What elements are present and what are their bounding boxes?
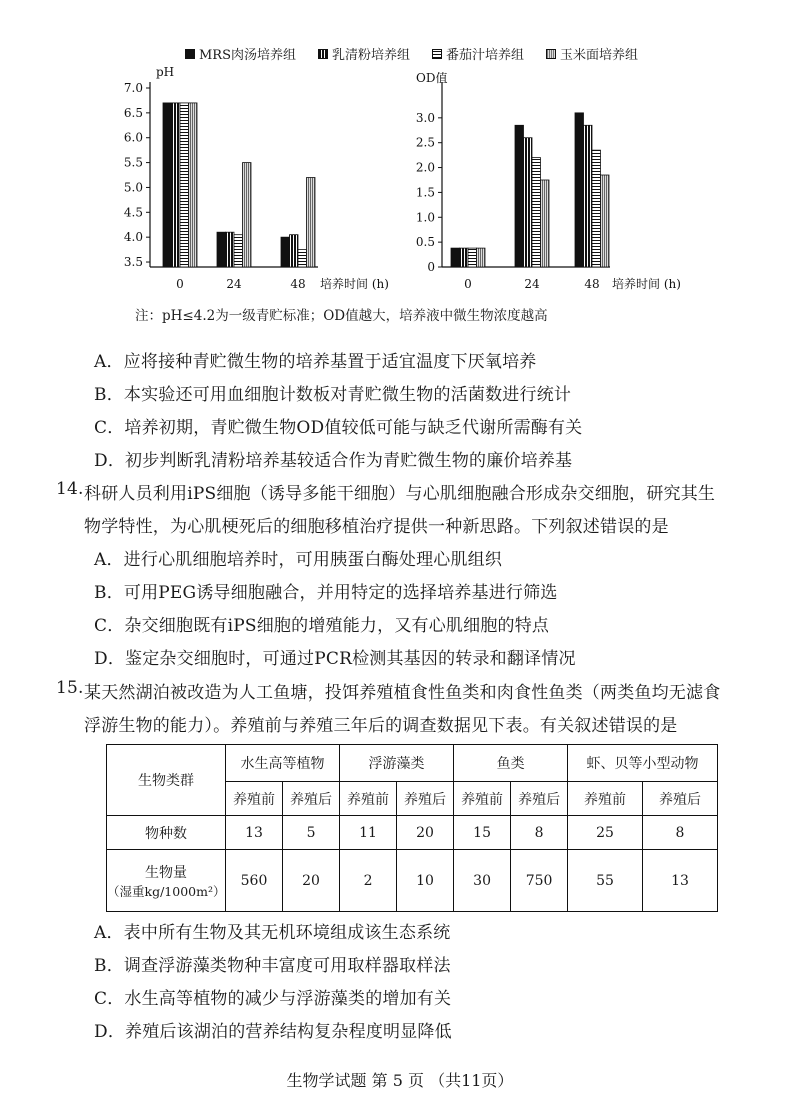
q14-number: 14. [56, 479, 84, 499]
table-row [107, 816, 718, 850]
q15-option-c: C．水生高等植物的减少与浮游藻类的增加有关 [94, 989, 452, 1009]
q15-stem-line2: 浮游生物的能力）。养殖前与养殖三年后的调查数据见下表。有关叙述错误的是 [84, 716, 678, 736]
table-cell: 8 [511, 816, 568, 850]
table-sub-header: 养殖前 [340, 782, 397, 816]
chart1-bar [298, 250, 307, 267]
chart1-bar [172, 103, 181, 267]
q15-option-d: D．养殖后该湖泊的营养结构复杂程度明显降低 [94, 1022, 452, 1042]
table-cell: 30 [454, 850, 511, 912]
chart2-x-tick-label: 24 [524, 277, 540, 291]
q15-option-a: A．表中所有生物及其无机环境组成该生态系统 [94, 923, 451, 943]
legend-label: 番茄汁培养组 [446, 48, 525, 63]
chart1-y-tick-label: 5.0 [123, 180, 143, 195]
chart2-bar [524, 138, 533, 267]
chart2-bar [460, 248, 469, 267]
chart2-bar [451, 248, 460, 267]
chart1-bar [243, 163, 252, 267]
table-cell: 20 [283, 850, 340, 912]
q13-option-b: B．本实验还可用血细胞计数板对青贮微生物的活菌数进行统计 [94, 385, 572, 405]
page-footer: 生物学试题 第 5 页 （共11页） [286, 1071, 514, 1090]
chart1-bar [189, 103, 198, 267]
q14-option-b: B．可用PEG诱导细胞融合，并用特定的选择培养基进行筛选 [94, 583, 558, 603]
chart1-x-tick-label: 48 [290, 277, 306, 291]
table-cell: 5 [283, 816, 340, 850]
chart2-y-tick-label: 0 [427, 260, 435, 274]
table-cell: 750 [511, 850, 568, 912]
table-sub-header: 养殖后 [283, 782, 340, 816]
chart2-bar [477, 248, 486, 267]
chart2-x-tick-label: 48 [584, 277, 600, 291]
chart2-y-tick-label: 0.5 [415, 235, 435, 250]
table-sub-header: 养殖后 [397, 782, 454, 816]
chart2-bar [592, 150, 601, 267]
survey-table [106, 744, 718, 912]
legend-swatch-grid [546, 49, 556, 59]
chart2-y-tick-label: 3.0 [415, 110, 435, 125]
legend-swatch-dense [318, 49, 328, 59]
table-cell: 20 [397, 816, 454, 850]
q15-option-b: B．调查浮游藻类物种丰富度可用取样器取样法 [94, 956, 451, 976]
chart1-y-label: pH [156, 65, 175, 79]
chart1-y-tick-label: 6.5 [123, 105, 143, 120]
chart2-y-tick-label: 1.0 [415, 210, 435, 225]
table-cell: 25 [568, 816, 643, 850]
table-group-header: 浮游藻类 [340, 745, 454, 782]
table-cell: 55 [568, 850, 643, 912]
q15-number: 15. [56, 678, 84, 698]
table-cell: 8 [643, 816, 718, 850]
table-group-header: 水生高等植物 [226, 745, 340, 782]
chart2-bar [468, 248, 477, 267]
q14-stem-line1: 科研人员利用iPS细胞（诱导多能干细胞）与心肌细胞融合形成杂交细胞，研究其生 [84, 484, 716, 504]
table-row-label-unit: （湿重kg/1000m²） [107, 883, 226, 899]
q14-option-d: D．鉴定杂交细胞时，可通过PCR检测其基因的转录和翻译情况 [94, 649, 576, 669]
chart1-bar [180, 103, 189, 267]
legend-label: MRS肉汤培养组 [199, 48, 297, 63]
chart1-x-tick-label: 24 [226, 277, 242, 291]
table-group-header: 鱼类 [454, 745, 568, 782]
chart2-x-tick-label: 0 [464, 277, 472, 291]
legend-swatch-hstripe [432, 49, 442, 59]
chart2-bar [532, 158, 541, 267]
chart1-y-tick-label: 7.0 [123, 81, 143, 95]
chart1-y-tick-label: 6.0 [123, 130, 143, 145]
chart1-y-tick-label: 4.5 [123, 205, 143, 220]
table-cell: 560 [226, 850, 283, 912]
q15-stem-line1: 某天然湖泊被改造为人工鱼塘，投饵养殖植食性鱼类和肉食性鱼类（两类鱼均无滤食 [84, 683, 721, 703]
chart2-bar [584, 125, 593, 267]
chart1-y-tick-label: 3.5 [123, 255, 143, 270]
chart2-y-tick-label: 2.0 [415, 160, 435, 175]
q14-option-c: C．杂交细胞既有iPS细胞的增殖能力，又有心肌细胞的特点 [94, 616, 550, 636]
legend-label: 玉米面培养组 [560, 48, 639, 63]
table-corner-header: 生物类群 [107, 745, 226, 816]
chart1-y-tick-label: 4.0 [123, 230, 143, 245]
chart1-bar [226, 232, 235, 267]
chart1-bar [307, 178, 316, 268]
table-sub-header: 养殖后 [511, 782, 568, 816]
chart1-bar [163, 103, 172, 267]
table-cell: 2 [340, 850, 397, 912]
table-sub-header: 养殖前 [226, 782, 283, 816]
chart2-bar [575, 113, 584, 267]
chart1-bar [281, 237, 290, 267]
chart2-y-label: OD值 [416, 71, 448, 85]
chart2-x-label: 培养时间 (h) [612, 277, 681, 291]
chart2-bar [601, 175, 610, 267]
chart1-y-tick-label: 5.5 [123, 155, 143, 170]
chart2-y-tick-label: 2.5 [415, 135, 435, 150]
q13-option-c: C．培养初期，青贮微生物OD值较低可能与缺乏代谢所需酶有关 [94, 418, 583, 438]
charts-area [0, 60, 800, 295]
chart-note: 注：pH≤4.2为一级青贮标准；OD值越大，培养液中微生物浓度越高 [135, 308, 548, 324]
chart2-bar [541, 180, 550, 267]
chart2-bar [515, 125, 524, 267]
table-sub-header: 养殖后 [643, 782, 718, 816]
table-row [107, 850, 718, 912]
chart1-x-tick-label: 0 [176, 277, 184, 291]
table-group-header: 虾、贝等小型动物 [568, 745, 718, 782]
chart2-y-tick-label: 1.5 [415, 185, 435, 200]
chart1-x-label: 培养时间 (h) [320, 277, 389, 291]
table-cell: 11 [340, 816, 397, 850]
legend-label: 乳清粉培养组 [332, 48, 411, 63]
q13-option-d: D．初步判断乳清粉培养基较适合作为青贮微生物的廉价培养基 [94, 451, 573, 471]
chart1-bar [234, 235, 243, 267]
table-sub-header: 养殖前 [454, 782, 511, 816]
table-row-label-main: 生物量 [145, 864, 187, 881]
table-cell: 13 [226, 816, 283, 850]
q14-option-a: A．进行心肌细胞培养时，可用胰蛋白酶处理心肌组织 [94, 550, 503, 570]
table-row-label: 物种数 [107, 816, 226, 850]
q14-stem-line2: 物学特性，为心肌梗死后的细胞移植治疗提供一种新思路。下列叙述错误的是 [84, 517, 669, 537]
legend-swatch-solid [185, 49, 195, 59]
table-sub-header: 养殖前 [568, 782, 643, 816]
table-cell: 13 [643, 850, 718, 912]
table-row-label [107, 850, 226, 912]
chart1-bar [217, 232, 226, 267]
table-cell: 10 [397, 850, 454, 912]
table-cell: 15 [454, 816, 511, 850]
chart1-bar [290, 235, 299, 267]
q13-option-a: A．应将接种青贮微生物的培养基置于适宜温度下厌氧培养 [94, 352, 537, 372]
